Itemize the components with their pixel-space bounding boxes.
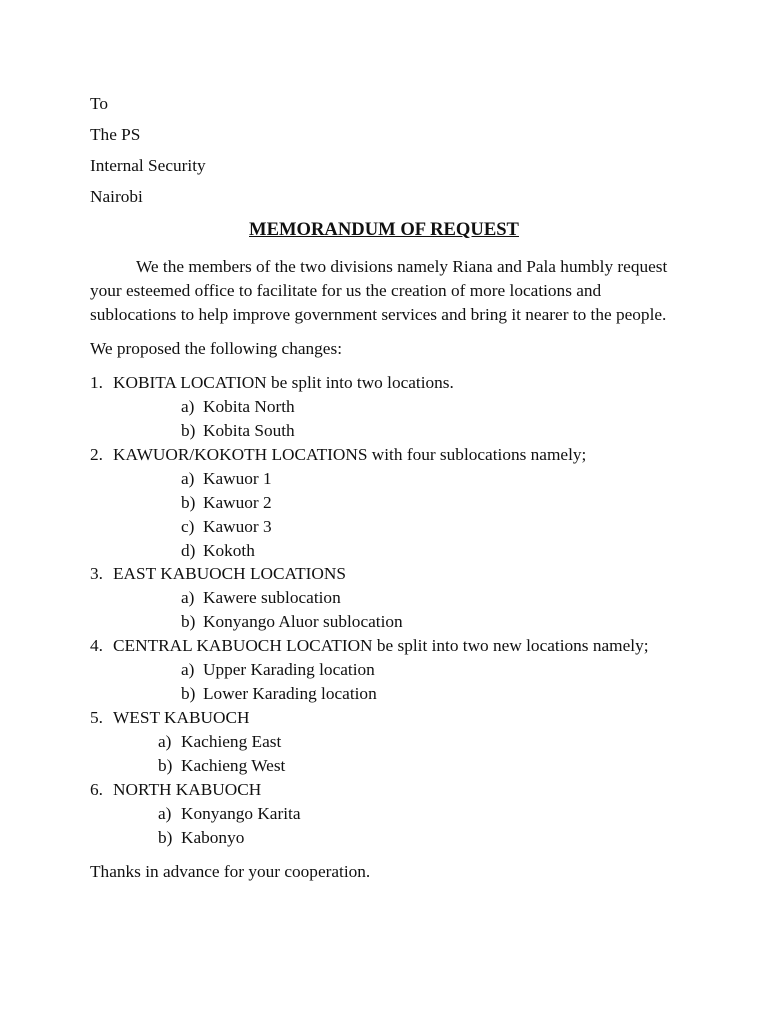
address-to: To [90,94,108,113]
sub-item-text: Kabonyo [181,828,245,847]
intro-line-3: sublocations to help improve government services and bring it nearer to the people. [90,305,667,324]
item-number: 2. [90,445,103,464]
intro-line-2: your esteemed office to facilitate for us the creation of more locations and [90,281,602,300]
item-number: 3. [90,564,103,583]
sub-item-letter: a) [181,588,195,607]
proposal-intro: We proposed the following changes: [90,339,343,358]
sub-item-text: Kawuor 1 [203,469,272,488]
sub-item-text: Upper Karading location [203,660,375,679]
intro-line-1: We the members of the two divisions namely Riana and Pala humbly request [136,257,668,276]
sub-item-letter: b) [181,684,196,703]
item-text: NORTH KABUOCH [113,780,262,799]
sub-item-text: Kawuor 3 [203,517,272,536]
sub-item-letter: a) [181,469,195,488]
item-number: 5. [90,708,103,727]
sub-item-letter: d) [181,541,196,560]
sub-item-text: Kobita North [203,397,295,416]
item-text: WEST KABUOCH [113,708,250,727]
item-text: CENTRAL KABUOCH LOCATION be split into two new locations namely; [113,636,649,655]
sub-item-letter: b) [158,828,173,847]
sub-item-text: Konyango Karita [181,804,301,823]
address-department: Internal Security [90,156,206,175]
address-city: Nairobi [90,187,143,206]
sub-item-letter: b) [181,612,196,631]
sub-item-text: Kachieng East [181,732,282,751]
sub-item-letter: a) [158,732,172,751]
item-number: 6. [90,780,103,799]
item-number: 4. [90,636,103,655]
sub-item-letter: b) [158,756,173,775]
sub-item-text: Kokoth [203,541,255,560]
sub-item-letter: b) [181,493,196,512]
sub-item-text: Kobita South [203,421,295,440]
sub-item-text: Lower Karading location [203,684,377,703]
memo-title: MEMORANDUM OF REQUEST [249,219,519,240]
sub-item-letter: c) [181,517,195,536]
sub-item-letter: a) [181,660,195,679]
item-text: EAST KABUOCH LOCATIONS [113,564,346,583]
sub-item-text: Kawuor 2 [203,493,272,512]
item-number: 1. [90,373,103,392]
address-recipient: The PS [90,125,141,144]
sub-item-letter: a) [181,397,195,416]
closing-line: Thanks in advance for your cooperation. [90,862,371,881]
sub-item-text: Konyango Aluor sublocation [203,612,403,631]
sub-item-text: Kachieng West [181,756,286,775]
sub-item-letter: b) [181,421,196,440]
item-text: KAWUOR/KOKOTH LOCATIONS with four sublocations namely; [113,445,587,464]
item-text: KOBITA LOCATION be split into two locations. [113,373,454,392]
sub-item-text: Kawere sublocation [203,588,341,607]
sub-item-letter: a) [158,804,172,823]
